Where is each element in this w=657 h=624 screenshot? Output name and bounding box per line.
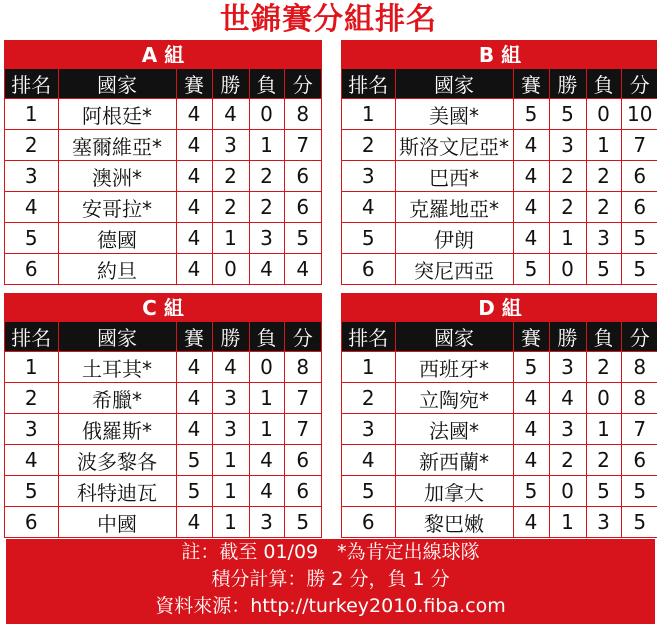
column-header: 國家 [58,69,176,99]
cell-country: 希臘* [58,383,176,414]
cell-points: 5 [621,254,657,285]
cell-won: 1 [212,223,249,254]
cell-country: 俄羅斯* [58,414,176,445]
cell-won: 1 [212,445,249,476]
cell-points: 5 [621,507,657,538]
cell-country: 土耳其* [58,352,176,383]
table-row [342,383,657,414]
cell-rank: 6 [342,507,395,538]
cell-won: 3 [549,130,586,161]
cell-rank: 5 [342,476,395,507]
cell-points: 4 [284,254,321,285]
cell-played: 4 [176,352,212,383]
table-header-row [5,69,321,99]
cell-lost: 2 [586,192,621,223]
cell-played: 4 [513,414,549,445]
column-header: 排名 [342,69,395,99]
table-row [5,223,321,254]
cell-won: 2 [549,161,586,192]
cell-rank: 2 [342,383,395,414]
footer-scoring: 積分計算：勝 2 分，負 1 分 [211,568,450,590]
table-row [5,507,321,538]
cell-rank: 6 [342,254,395,285]
cell-rank: 4 [5,192,58,223]
cell-country: 波多黎各 [58,445,176,476]
cell-country: 美國* [395,99,513,130]
cell-played: 4 [513,445,549,476]
cell-played: 4 [176,254,212,285]
cell-won: 0 [549,254,586,285]
cell-country: 加拿大 [395,476,513,507]
table-row [342,414,657,445]
cell-points: 7 [284,383,321,414]
column-header: 負 [249,322,284,352]
cell-played: 4 [513,161,549,192]
cell-played: 4 [513,192,549,223]
table-header-row [5,322,321,352]
table-row [342,507,657,538]
cell-played: 5 [513,352,549,383]
cell-rank: 6 [5,507,58,538]
table-row [5,476,321,507]
table-header-row [342,69,657,99]
cell-won: 1 [549,507,586,538]
cell-lost: 2 [249,161,284,192]
table-row [342,223,657,254]
cell-won: 4 [212,352,249,383]
cell-points: 5 [284,223,321,254]
cell-won: 3 [549,414,586,445]
cell-won: 0 [212,254,249,285]
cell-rank: 2 [5,130,58,161]
table-row [342,161,657,192]
cell-won: 0 [549,476,586,507]
cell-rank: 2 [5,383,58,414]
column-header: 國家 [395,69,513,99]
cell-country: 澳洲* [58,161,176,192]
cell-lost: 2 [586,445,621,476]
table-row [342,476,657,507]
cell-lost: 1 [249,414,284,445]
cell-country: 科特迪瓦 [58,476,176,507]
standings-table [5,322,321,537]
cell-won: 3 [549,352,586,383]
cell-lost: 4 [249,254,284,285]
cell-lost: 5 [586,476,621,507]
cell-points: 6 [621,192,657,223]
column-header: 勝 [212,69,249,99]
cell-points: 8 [621,352,657,383]
group-title: A 組 [5,41,321,69]
cell-points: 7 [284,130,321,161]
column-header: 分 [284,322,321,352]
table-row [5,445,321,476]
cell-rank: 4 [5,445,58,476]
column-header: 賽 [513,322,549,352]
cell-played: 5 [176,476,212,507]
cell-rank: 6 [5,254,58,285]
cell-country: 伊朗 [395,223,513,254]
cell-won: 1 [212,476,249,507]
cell-played: 4 [176,161,212,192]
column-header: 賽 [176,322,212,352]
cell-won: 2 [212,192,249,223]
cell-rank: 5 [342,223,395,254]
group-table [341,40,657,285]
cell-points: 7 [284,414,321,445]
cell-rank: 2 [342,130,395,161]
cell-rank: 1 [5,352,58,383]
cell-lost: 5 [586,254,621,285]
cell-lost: 0 [586,99,621,130]
cell-won: 3 [212,414,249,445]
table-row [5,414,321,445]
cell-country: 巴西* [395,161,513,192]
cell-rank: 3 [5,414,58,445]
column-header: 賽 [513,69,549,99]
column-header: 勝 [212,322,249,352]
cell-country: 立陶宛* [395,383,513,414]
column-header: 國家 [58,322,176,352]
cell-lost: 1 [249,130,284,161]
table-row [5,383,321,414]
cell-won: 4 [212,99,249,130]
cell-points: 5 [621,223,657,254]
table-row [342,192,657,223]
column-header: 排名 [5,322,58,352]
table-row [342,352,657,383]
footer-note: 註：截至 01/09 *為肯定出線球隊 [181,541,480,563]
cell-played: 5 [513,99,549,130]
column-header: 勝 [549,322,586,352]
cell-country: 克羅地亞* [395,192,513,223]
cell-lost: 3 [586,507,621,538]
standings-table [342,322,657,537]
cell-points: 6 [284,192,321,223]
cell-points: 5 [621,476,657,507]
group-table [341,293,657,538]
cell-played: 5 [513,476,549,507]
cell-points: 6 [284,161,321,192]
cell-lost: 4 [249,476,284,507]
table-row [5,161,321,192]
cell-rank: 5 [5,223,58,254]
table-row [5,352,321,383]
cell-points: 5 [284,507,321,538]
table-header-row [342,322,657,352]
cell-lost: 3 [586,223,621,254]
column-header: 分 [621,322,657,352]
page-title: 世錦賽分組排名 [220,2,437,37]
cell-country: 法國* [395,414,513,445]
cell-rank: 3 [342,414,395,445]
cell-lost: 0 [249,352,284,383]
cell-played: 4 [176,130,212,161]
footer-source: 資料來源：http://turkey2010.fiba.com [155,595,506,617]
cell-won: 2 [549,192,586,223]
cell-won: 5 [549,99,586,130]
cell-points: 8 [284,99,321,130]
cell-played: 4 [513,223,549,254]
column-header: 負 [586,322,621,352]
table-row [342,99,657,130]
cell-played: 4 [513,507,549,538]
cell-lost: 1 [586,414,621,445]
cell-points: 6 [621,161,657,192]
cell-played: 4 [176,99,212,130]
cell-rank: 1 [5,99,58,130]
column-header: 排名 [342,322,395,352]
group-table [4,40,322,285]
column-header: 國家 [395,322,513,352]
cell-points: 7 [621,130,657,161]
cell-played: 5 [513,254,549,285]
column-header: 負 [249,69,284,99]
cell-country: 西班牙* [395,352,513,383]
table-row [5,192,321,223]
cell-lost: 2 [586,161,621,192]
cell-rank: 3 [5,161,58,192]
cell-won: 1 [212,507,249,538]
table-row [342,254,657,285]
cell-points: 6 [284,476,321,507]
table-row [342,130,657,161]
cell-lost: 3 [249,223,284,254]
cell-rank: 3 [342,161,395,192]
cell-played: 4 [176,192,212,223]
cell-played: 4 [513,383,549,414]
cell-country: 突尼西亞 [395,254,513,285]
cell-lost: 2 [586,352,621,383]
column-header: 賽 [176,69,212,99]
cell-points: 8 [621,383,657,414]
cell-points: 7 [621,414,657,445]
cell-won: 4 [549,383,586,414]
cell-country: 新西蘭* [395,445,513,476]
column-header: 分 [284,69,321,99]
cell-country: 斯洛文尼亞* [395,130,513,161]
table-row [5,254,321,285]
table-row [5,99,321,130]
column-header: 勝 [549,69,586,99]
cell-lost: 0 [586,383,621,414]
cell-rank: 1 [342,99,395,130]
cell-lost: 2 [249,192,284,223]
column-header: 負 [586,69,621,99]
table-row [5,130,321,161]
cell-lost: 0 [249,99,284,130]
cell-lost: 3 [249,507,284,538]
cell-points: 10 [621,99,657,130]
cell-points: 6 [284,445,321,476]
group-title: C 組 [5,294,321,322]
group-table [4,293,322,538]
cell-points: 8 [284,352,321,383]
cell-played: 4 [176,223,212,254]
group-title: B 組 [342,41,657,69]
cell-country: 阿根廷* [58,99,176,130]
table-row [342,445,657,476]
cell-played: 4 [176,507,212,538]
standings-table [5,69,321,284]
cell-lost: 4 [249,445,284,476]
column-header: 分 [621,69,657,99]
cell-rank: 1 [342,352,395,383]
cell-rank: 5 [5,476,58,507]
cell-country: 黎巴嫩 [395,507,513,538]
cell-won: 1 [549,223,586,254]
cell-won: 2 [549,445,586,476]
cell-lost: 1 [586,130,621,161]
column-header: 排名 [5,69,58,99]
cell-points: 6 [621,445,657,476]
standings-table [342,69,657,284]
cell-played: 4 [513,130,549,161]
cell-lost: 1 [249,383,284,414]
footer-notes [6,539,655,624]
cell-country: 德國 [58,223,176,254]
cell-played: 5 [176,445,212,476]
cell-country: 中國 [58,507,176,538]
group-title: D 組 [342,294,657,322]
cell-country: 約旦 [58,254,176,285]
cell-won: 3 [212,383,249,414]
cell-played: 4 [176,414,212,445]
cell-won: 3 [212,130,249,161]
cell-rank: 4 [342,445,395,476]
cell-won: 2 [212,161,249,192]
cell-country: 安哥拉* [58,192,176,223]
cell-rank: 4 [342,192,395,223]
cell-country: 塞爾維亞* [58,130,176,161]
cell-played: 4 [176,383,212,414]
